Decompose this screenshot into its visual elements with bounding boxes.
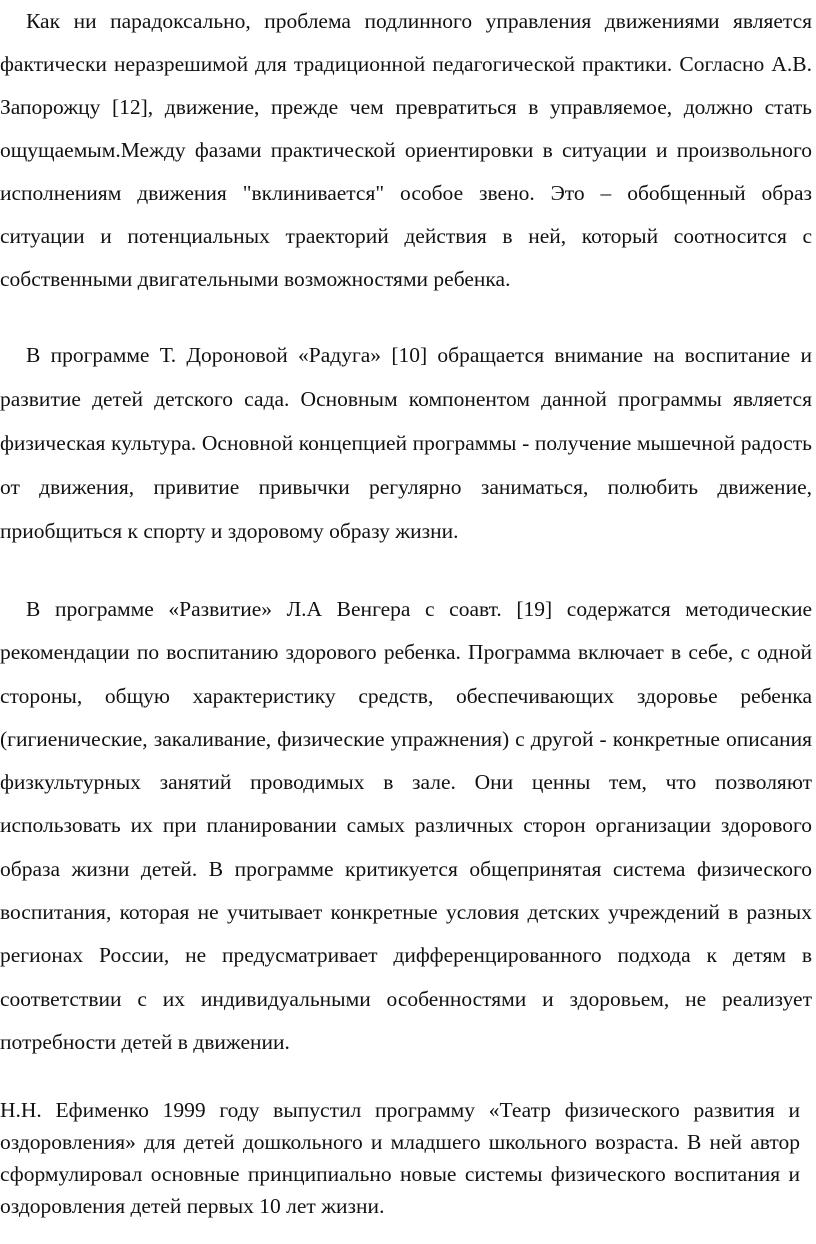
paragraph-zaporozhets: Как ни парадоксально, проблема подлинного управления движениями является фактически неразрешимой для традиционной педагогической практики. Согласно А.В. Запорожцу [12], движение, прежде чем превратиться в управляемое, должно стать ощущаемым.Между фазами практической ориентировки в ситуации и произвольного исполнениям движения "вклинивается" особое звено. Это – обобщенный образ ситуации и потенциальных траекторий действия в ней, который соотносится с собственными двигательными возможностями ребенка.	[0, 9, 812, 291]
paragraph-raduga: В программе Т. Дороновой «Радуга» [10] обращается внимание на воспитание и развитие детей детского сада. Основным компонентом данной программы является физическая культура. Основной концепцией программы - получение мышечной радость от движения, привитие привычки регулярно заниматься, полюбить движение, приобщиться к спорту и здоровому образу жизни.	[0, 343, 812, 543]
paragraph-efimenko: Н.Н. Ефименко 1999 году выпустил программу «Театр физического развития и оздоровления» для детей дошкольного и младшего школьного возраста. В ней автор сформулировал основные принципиально новые системы физического воспитания и оздоровления детей первых 10 лет жизни.	[0, 1098, 800, 1218]
paragraph-razvitie: В программе «Развитие» Л.А Венгера с соавт. [19] содержатся методические рекомендации по воспитанию здорового ребенка. Программа включает в себе, с одной стороны, общую характеристику средств, обеспечивающих здоровье ребенка (гигиенические, закаливание, физические упражнения) с другой - конкретные описания физкультурных занятий проводимых в зале. Они ценны тем, что позволяют использовать их при планировании самых различных сторон организации здорового образа жизни детей. В программе критикуется общепринятая система физического воспитания, которая не учитывает конкретные условия детских учреждений в разных регионах России, не предусматривает дифференцированного подхода к детям в соответствии с их индивидуальными особенностями и здоровьем, не реализует потребности детей в движении.	[0, 597, 812, 1054]
